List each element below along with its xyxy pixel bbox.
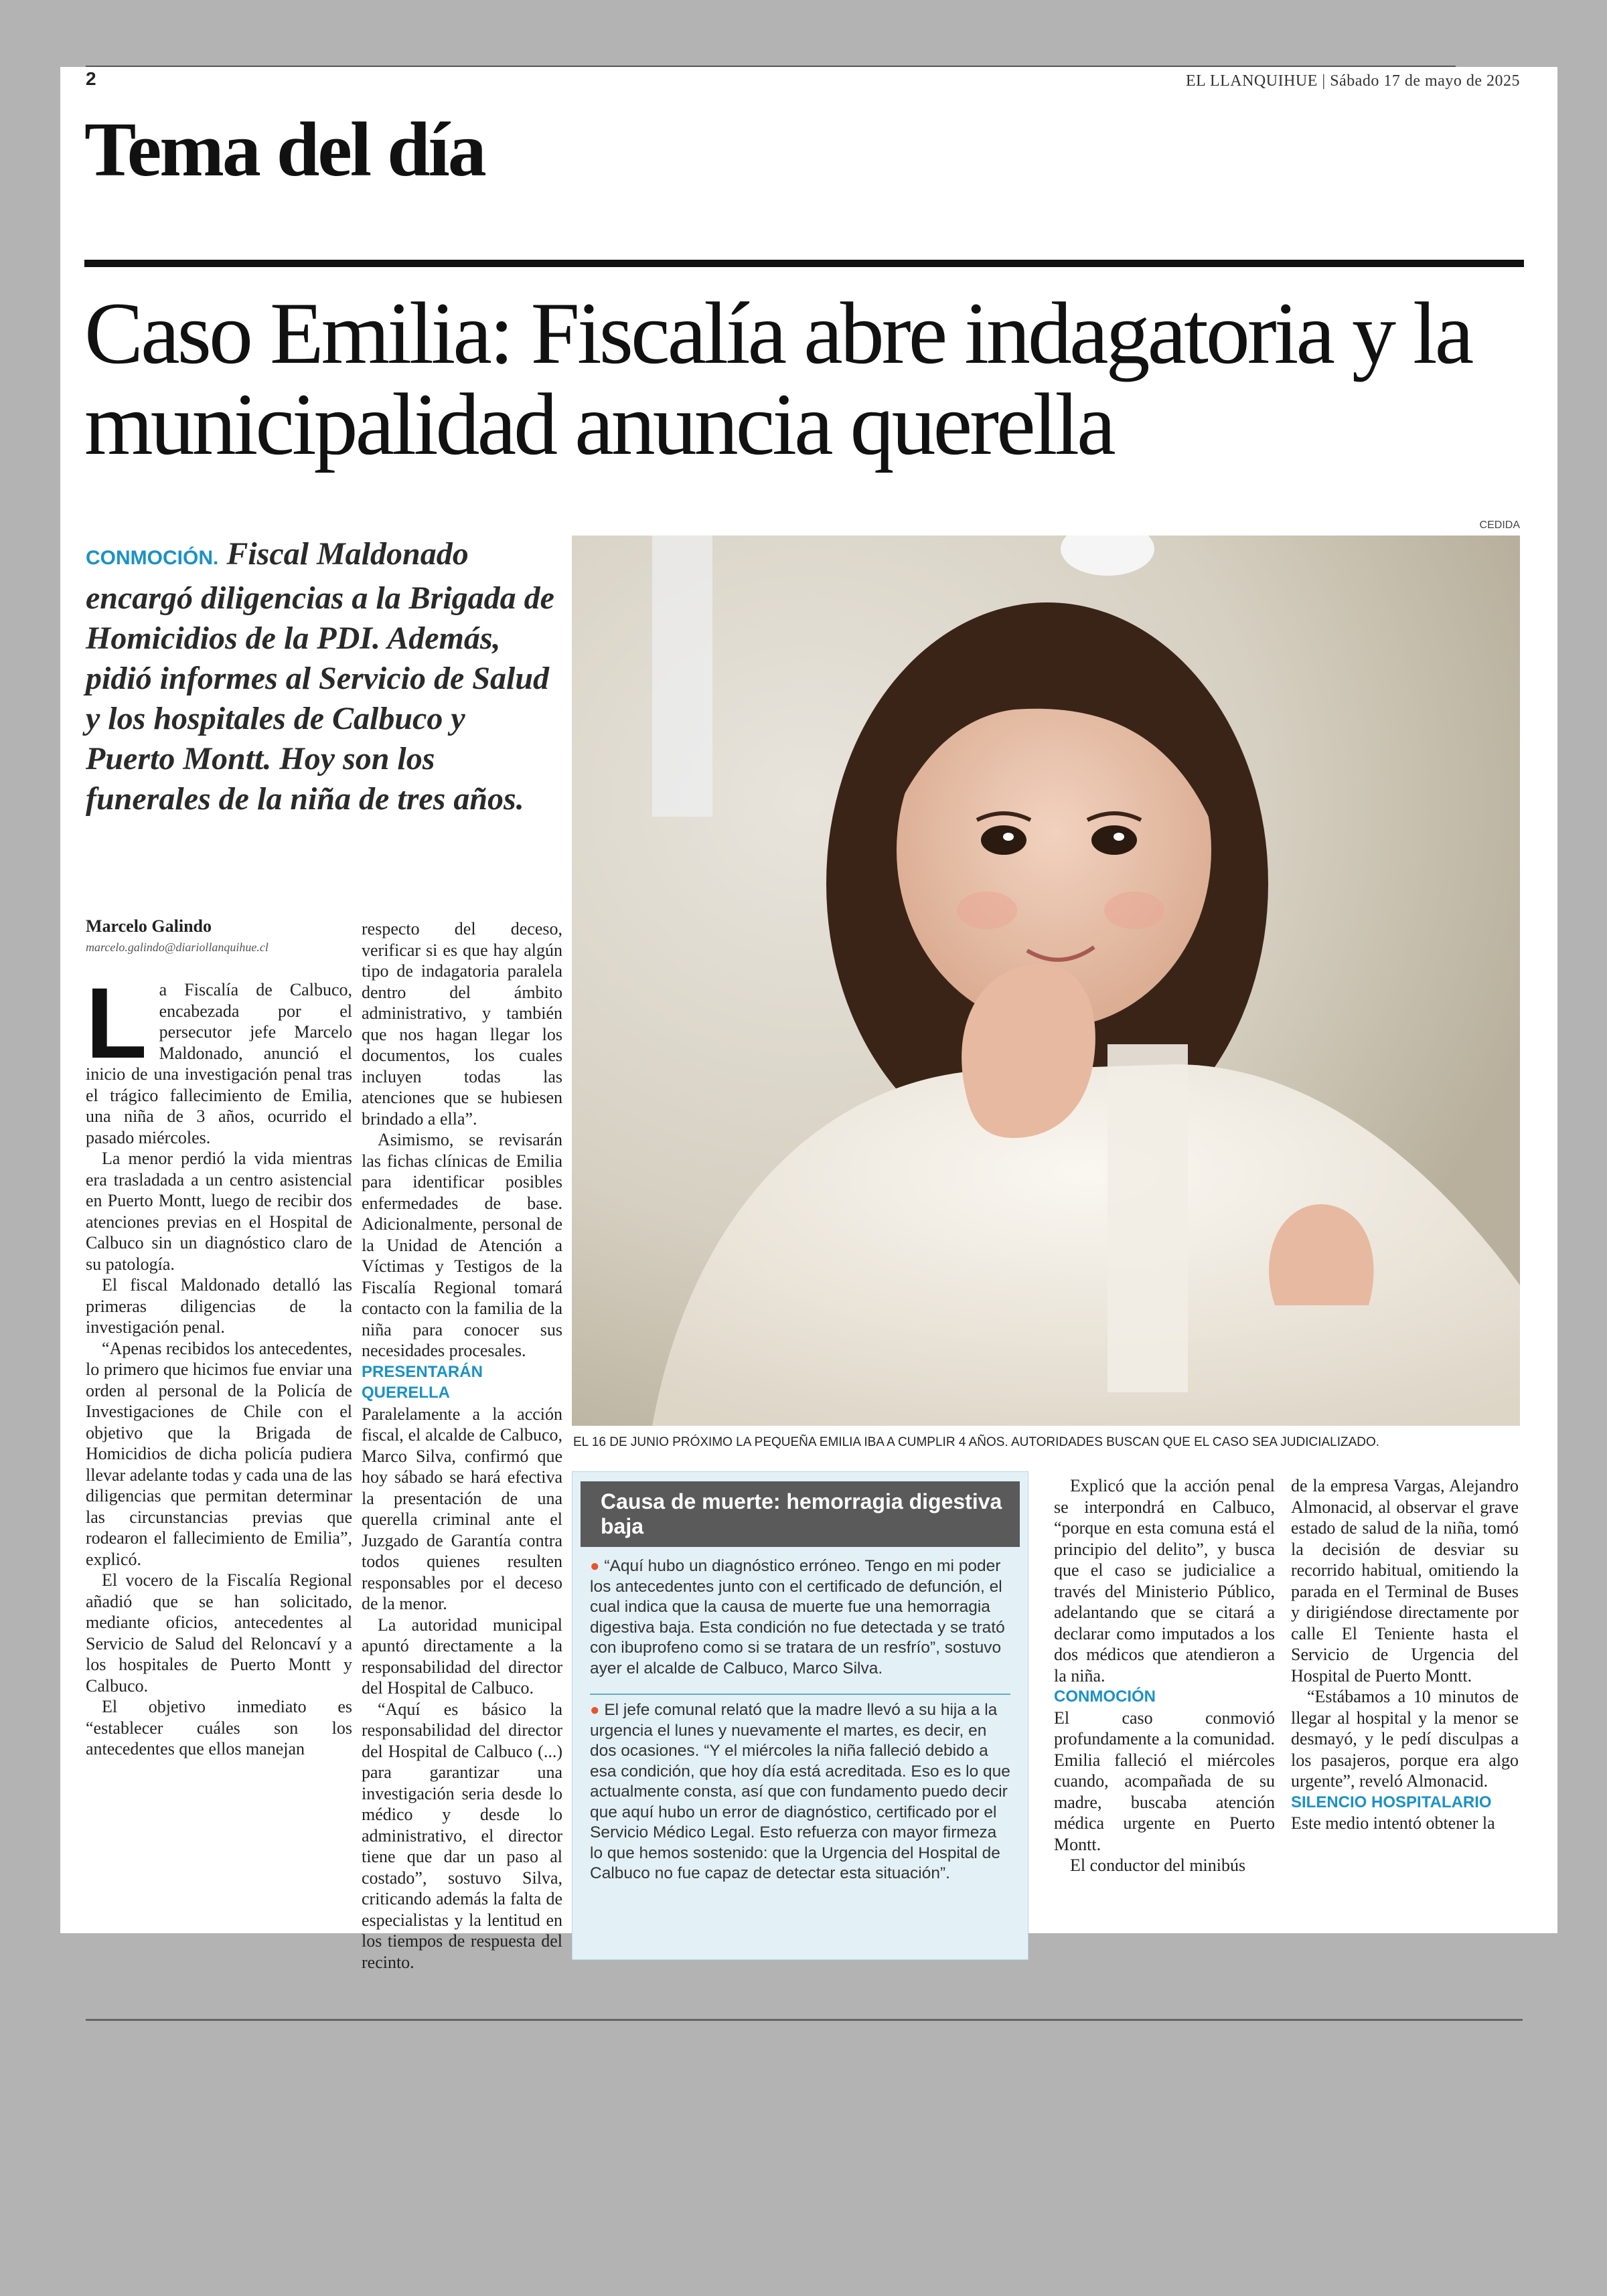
col3-paragraph-2: El caso conmovió profundamente a la comunidad. Emilia falleció el miércoles cuando, acompañada de su madre, buscaba atención médica urgente en Puerto Montt.: [1054, 1708, 1275, 1854]
bullet-icon: ●: [590, 1557, 600, 1575]
column-3: [1054, 1475, 1275, 1876]
box-paragraph-1: ● “Aquí hubo un diagnóstico erróneo. Tengo en mi poder los antecedentes junto con el certificado de defunción, el cual indica que la causa de muerte fue una hemorragia digestiva baja. Esta condición no fue detectada y se trató con ibuprofeno como si se tratara de un resfrío”, sostuvo ayer el alcalde de Calbuco, Marco Silva.: [590, 1557, 1005, 1677]
column-4: [1291, 1475, 1519, 1834]
col3-paragraph-3: El conductor del minibús: [1070, 1856, 1246, 1875]
col1-paragraph-3: El fiscal Maldonado detalló las primeras diligencias de la investigación penal.: [86, 1275, 352, 1337]
newspaper-page: [60, 67, 1557, 1972]
col4-subhead: SILENCIO HOSPITALARIO: [1291, 1793, 1492, 1811]
masthead-date: EL LLANQUIHUE | Sábado 17 de mayo de 2025: [1186, 72, 1520, 90]
box-paragraph-2: ● El jefe comunal relató que la madre llevó a su hija a la urgencia el lunes y nuevamente el martes, es decir, en dos ocasiones. “Y el miércoles la niña falleció debido a esa condición, que hoy día está acreditada. Eso es lo que actualmente consta, así que con fundamento puedo decir que aquí hubo un error de diagnóstico, certificado por el Servicio Médico Legal. Esto refuerza con mayor firmeza lo que hemos sostenido: que la Urgencia del Hospital de Calbuco no fue capaz de detectar esta situación”.: [590, 1694, 1010, 1884]
col2-paragraph-5: “Aquí es básico la responsabilidad del director del Hospital de Calbuco (...) para garantizar una investigación seria desde lo médico y desde lo administrativo, el director tiene que dar un paso al costado”, sostuvo Silva, criticando además la falta de especialistas y la lentitud en los tiempos de respuesta del recinto.: [362, 1699, 562, 1972]
col4-paragraph-3: Este medio intentó obtener la: [1291, 1813, 1495, 1833]
dropcap: L: [86, 967, 147, 1079]
column-2: [362, 918, 562, 1973]
col2-paragraph-1: respecto del deceso, verificar si es que hay algún tipo de indagatoria paralela dentro del ámbito administrativo, y también que nos hagan llegar los documentos, los cuales incluyen todas las atenciones que se hubiesen brindado a ella”.: [362, 919, 562, 1129]
headline: Caso Emilia: Fiscalía abre indagatoria y la municipalidad anuncia querella: [84, 284, 1472, 473]
lead-paragraph: [86, 534, 554, 819]
section-rule: [84, 260, 1524, 267]
col4-paragraph-2: “Estábamos a 10 minutos de llegar al hospital y la menor se desmayó, y le pedí disculpas a los pasajeros, porque era algo urgente”, reveló Almonacid.: [1291, 1687, 1519, 1791]
lead-kicker: CONMOCIÓN.: [86, 547, 219, 569]
sidebar-box: [572, 1471, 1028, 1960]
col1-paragraph-2: La menor perdió la vida mientras era trasladada a un centro asistencial en Puerto Montt, luego de recibir dos atenciones previas en el Hospital de Calbuco sin un diagnóstico claro de su patología.: [86, 1149, 352, 1274]
col1-paragraph-5: El vocero de la Fiscalía Regional añadió que se han solicitado, mediante oficios, antecedentes al Servicio de Salud del Reloncaví y a los hospitales de Puerto Montt y Calbuco.: [86, 1570, 352, 1696]
col4-paragraph-1: de la empresa Vargas, Alejandro Almonacid, al observar el grave estado de salud de la niña, tomó la decisión de desviar su recorrido habitual, omitiendo la parada en el Terminal de Buses y dirigiéndose directamente por calle El Teniente hasta el Servicio de Urgencia del Hospital de Puerto Montt.: [1291, 1476, 1519, 1686]
article-photo: [572, 536, 1520, 1426]
author-email[interactable]: marcelo.galindo@diariollanquihue.cl: [86, 940, 269, 954]
page-number: 2: [86, 68, 96, 89]
col2-paragraph-4: La autoridad municipal apuntó directamente a la responsabilidad del director del Hospital de Calbuco.: [362, 1615, 562, 1698]
col2-paragraph-2: Asimismo, se revisarán las fichas clínicas de Emilia para identificar posibles enfermedades de base. Adicionalmente, personal de la Unidad de Atención a Víctimas y Testigos de la Fiscalía Regional tomará contacto con la familia de la niña para conocer sus necesidades procesales.: [362, 1130, 562, 1360]
box-body: [572, 1547, 1028, 1884]
girl-photo-illustration: [572, 536, 1520, 1426]
byline: Marcelo Galindo: [86, 916, 212, 936]
bullet-icon: ●: [590, 1701, 600, 1719]
column-1: [86, 916, 352, 1760]
photo-credit: CEDIDA: [1479, 519, 1520, 531]
col3-subhead: CONMOCIÓN: [1054, 1688, 1156, 1706]
col1-paragraph-4: “Apenas recibidos los antecedentes, lo primero que hicimos fue enviar una orden al personal de la Policía de Investigaciones de Chile con el objetivo que la Brigada de Homicidios de dicha policía pudiera llevar adelante todas y cada una de las diligencias que permitan determinar las circunstancias previas que rodearon el fallecimiento de Emilia”, explicó.: [86, 1338, 352, 1569]
bottom-rule: [86, 2019, 1523, 2021]
box-title: Causa de muerte: hemorragia digestiva baja: [581, 1481, 1020, 1547]
photo-caption: EL 16 DE JUNIO PRÓXIMO LA PEQUEÑA EMILIA IBA A CUMPLIR 4 AÑOS. AUTORIDADES BUSCAN QUE EL CASO SEA JUDICIALIZADO.: [573, 1435, 1380, 1449]
col2-subhead: PRESENTARÁN QUERELLA: [362, 1362, 483, 1402]
lead-text: Fiscal Maldonado encargó diligencias a la Brigada de Homicidios de la PDI. Además, pidió informes al Servicio de Salud y los hospitales de Calbuco y Puerto Montt. Hoy son los funerales de la niña de tres años.: [86, 536, 554, 817]
col2-paragraph-3: Paralelamente a la acción fiscal, el alcalde de Calbuco, Marco Silva, confirmó que hoy sábado se hará efectiva la presentación de una querella criminal ante el Juzgado de Garantía contra todos quienes resulten responsables por el deceso de la menor.: [362, 1404, 562, 1613]
col3-paragraph-1: Explicó que la acción penal se interpondrá en Calbuco, “porque en esta comuna está el principio del delito”, y busca que el caso se judicialice a través del Ministerio Público, adelantando que se citará a declarar como imputados a los dos médicos que atendieron a la niña.: [1054, 1476, 1275, 1686]
col1-paragraph-1: a Fiscalía de Calbuco, encabezada por el persecutor jefe Marcelo Maldonado, anunció el inicio de una investigación penal tras el trágico fallecimiento de Emilia, una niña de 3 años, ocurrido el pasado miércoles.: [86, 980, 352, 1147]
section-title: Tema del día: [84, 107, 485, 193]
col1-paragraph-6: El objetivo inmediato es “establecer cuáles son los antecedentes que ellos manejan: [86, 1697, 352, 1758]
